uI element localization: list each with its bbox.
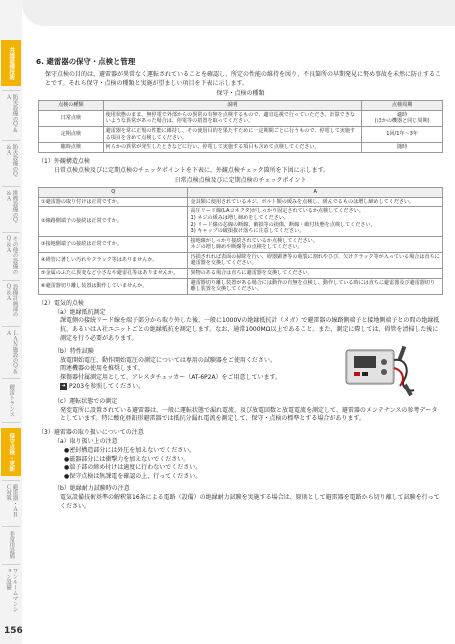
sidebar [0,0,22,644]
subsection-2b-heading: （b）特性試験 [54,347,94,355]
table-cell: 臨時点検 [39,143,104,153]
section-title: 6. 避雷器の保守・点検と管理 [36,57,136,66]
sidebar-tab-6[interactable] [1,284,21,322]
divider [2,526,20,527]
sidebar-tab-2[interactable] [1,94,21,136]
table-row [39,269,443,279]
table-cell: 使用状態のまま、無停電で外部からの異常の有無を点検するもので、適宜巡視で行っていただき、計算できないような異常があった場合は、停電等の措置を取ってください。 [103,110,362,126]
page-number: 156 [4,626,23,636]
table-header-cell: 点検周期 [362,101,443,111]
table-row [39,207,443,236]
sidebar-tab-7[interactable] [1,330,21,374]
sidebar-tab-label: ＬＡＮ施設のＱ＆Ａ [5,330,18,374]
sidebar-tab-3[interactable] [1,144,21,182]
table-cell: ④碍管に著しい汚れやクラック等はありませんか。 [39,252,188,268]
sidebar-tab-5[interactable] [1,236,21,276]
divider [2,186,20,187]
arrow-right-icon: ➜ [61,383,66,390]
table-cell: ②線路側端子の接続は正常ですか。 [39,207,188,236]
reference-line [38,383,350,392]
sidebar-tab-label: 防火設備のＱ＆Ａ [5,144,18,177]
section-intro: 保守点検の目的は、避雷器が異常なく運転されていることを確認し、所定の性能の維持を図り、不良箇所の早期発見に努め事故を未然に防止することです。それら保守・点検の種類と実施が望ましい項目を下表に示します。 [45,70,442,87]
sidebar-tab-10[interactable] [1,484,21,522]
table-cell: ⑤金属のふたに異変など小さなや避雷孔等はありませんか。 [39,269,188,279]
table1-title: 保守・点検の種類 [216,90,265,98]
subsection-3b-text: 電気設備技術基準の解釈第16条による電路（設備）の絶縁耐力試験を実施する場合は、原則として避雷器を電路から切り離して試験を行ってください。 [60,493,440,510]
sidebar-tab-11[interactable] [1,530,21,560]
divider [2,480,20,481]
main-content [38,58,443,511]
divider [2,280,20,281]
table-cell: 適時 (ほかの機器と同じ周期) [362,110,443,126]
sidebar-tab-label: 耐雷トランス [8,383,15,417]
divider [2,140,20,141]
subsection-2b-text: 放電開始電圧、動作開始電圧の測定については専用の試験器をご使用ください。 関連機器の使用を推奨します。 [60,356,276,373]
sidebar-tab-8[interactable] [1,382,21,418]
table-header-row [39,188,443,198]
table-cell: 定期点検 [39,126,104,142]
table-cell: 1回/1年〜3年 [362,126,443,142]
table-header-row [39,101,443,111]
subsection-1-heading: （1）外観構造点検 [38,157,90,165]
table-row [39,278,443,294]
table-cell: ①避雷器の取り付けは正常ですか。 [39,197,188,207]
list-item: ●保守点検は無課電を確認の上、行ってください。 [64,473,202,481]
sidebar-tab-label: 防災設備のＱ＆Ａ [5,94,18,133]
sidebar-tab-label: 排煙設備のＱ＆Ａ [5,190,18,223]
subsection-2c-heading: （c）運転状態での測定 [54,397,118,405]
list-item: ●磁器部分には衝撃力を加えないでください。 [64,455,190,463]
table-header-cell: A [188,188,443,198]
list-item: ●端子部の締め付けは適度に行わないでください。 [64,464,202,472]
arrester-checker-photo [340,340,418,398]
subsection-3b-heading: （b）絶縁耐力試験時の注意 [54,485,130,492]
table-row [39,143,443,153]
table-row [39,252,443,268]
maintenance-types-table [38,100,443,153]
table-cell: 避雷器切り離し装置がある場合には動作の有無を点検し、動作している時には直ちに避雷器及び避雷器切り離し装置を交換してください。 [188,278,443,294]
table-cell: ⑥避雷器切り離し装置は動作していませんか。 [39,278,188,294]
table-header-cell: 点検の種類 [39,101,104,111]
divider [2,326,20,327]
table-header-cell: 説明 [103,101,362,111]
table-row [39,236,443,252]
list-item: ●密封構造部分には外圧を加えないでください。 [64,446,196,454]
subsection-1-text: 日常点検点検及びに定期点検のチェックポイントを下表に、外観点検チェック箇所を下図に示します。 [54,166,330,174]
subsection-2a-heading: （a）絶縁抵抗測定 [54,308,106,316]
table-header-cell: Q [39,188,188,198]
table-cell: 日常点検 [39,110,104,126]
divider [2,378,20,379]
checkpoints-table [38,187,443,295]
table-cell: 汚損されれば表面の掃除を行い、碍器顕著等の亀裂に割れやひび、欠けクラック等が入っている場合は直ちに避雷器を交換してください。 [188,252,443,268]
table-cell: 高圧リード線(LAコネクタ)がしっかり固定されているか点検してください。 1) ネジの緩みは増し締めをしてください。 2) リード線の芯線の断線、破損等の損傷、断線・破付状態を点検してください。 3) キャップの破損抜け落ちに注意してください。 [188,207,443,236]
sidebar-tab-label: その他の設備のＱ＆Ａ [5,236,18,275]
table-row [39,126,443,142]
subsection-3a-heading: （a）取り扱い上の注意 [54,438,118,446]
divider [2,90,20,91]
sidebar-tab-label: 共通設備技術 [8,46,15,80]
table-cell: 何らかの異常が発生したときなどに行い、停電して実施する項目も含めて点検してください。 [103,143,362,153]
sidebar-tab-4[interactable] [1,190,21,228]
subsection-2b-text2: 探傷器付属測定用として、アレスタチェッカー（AT-6P2A）をご用意しています。 [60,374,282,382]
table-cell: ③接地側端子の接続は正常ですか。 [39,236,188,252]
header-curve [22,0,455,26]
sidebar-tab-label: ワンルームマンション設備 [5,568,18,612]
table-cell: 金具類に使用されているネジ、ボルト類の緩みを点検し、緩んでるものは増し締めしてください。 [188,197,443,207]
subsection-3-heading: （3）避雷器の取り扱いについての注意 [38,429,144,437]
handling-bullet-list [38,447,443,482]
subsection-2a-text: 課電側の接続リード線を端子部分から取り外した後、一般に1000Vの絶縁抵抗計（メガ）で避雷器の線路側端子と接地側端子との間の絶縁抵抗、あるいはＡ社ユニットごとの絶縁抵抗を測定します。なお、通常1000MΩ以上であること。また、測定に際しては、碍管を清掃した後に測定を行う必要があります。 [60,317,440,343]
sidebar-tab-1[interactable] [1,40,21,86]
table-cell: 接地線がしっかり接続されているか点検してください。 ネジの増し締めや断線等の点検をしてください。 [188,236,443,252]
sidebar-tab-9[interactable] [1,428,21,476]
sidebar-tab-label: 設備計画部のＱ＆Ａ [5,284,18,317]
sidebar-tab-12[interactable] [1,568,21,614]
sidebar-tab-label: 非常用設備 [8,531,15,559]
subsection-2-heading: （2）電気的点検 [38,299,84,307]
table-row [39,197,443,207]
sidebar-tab-label: 避雷器・ＡＲＣ対策 [5,484,18,517]
table-cell: 異物のある場合は直ちに避雷器を交換してください。 [188,269,443,279]
divider [2,232,20,233]
reference-text[interactable]: P203を参照してください。 [69,383,145,391]
table2-title: 日常点検点検及びに定期点検のチェックポイント [174,177,307,185]
divider [2,564,20,565]
subsection-2c-text: 発変電所に設置されている避雷器は、一般に運転状態で漏れ電流、及び放電回数と放電電流を測定して、避雷器のメンテナンスの参考データとしています。特に酸化亜鉛形避雷器では抵抗分漏れ電流を測定して、保守・点検の標準とする場合があります。 [60,406,438,423]
table-cell: 随時 [362,143,443,153]
table-row [39,110,443,126]
sidebar-tab-label: 保守点検・更新 [8,432,15,472]
divider [2,422,20,423]
table-cell: 避雷器を常に正規の性能に維持し、その使用目的を果たすために一定期間ごとに行うもので、停電して実施する項目を含めて点検してください。 [103,126,362,142]
